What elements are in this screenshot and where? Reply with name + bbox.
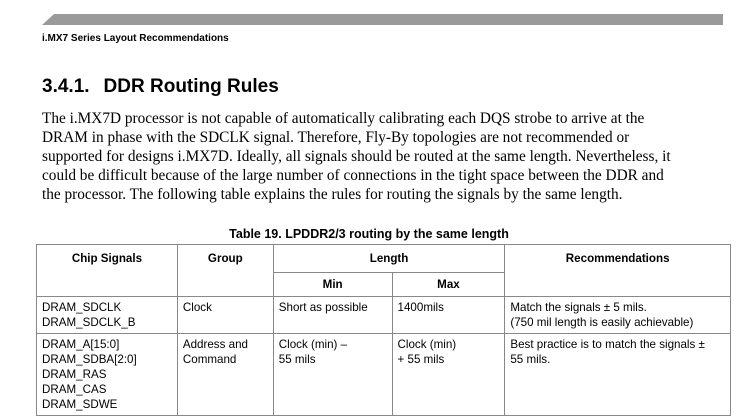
- cell-text: Clock (min): [397, 338, 457, 351]
- cell-min: [273, 297, 392, 334]
- header-bar: [42, 14, 723, 25]
- cell-max: [392, 334, 505, 416]
- cell-text: DRAM_SDBA[2:0]: [42, 353, 137, 366]
- section-heading: [42, 76, 279, 98]
- cell-text: 55 mils: [278, 353, 316, 366]
- section-title: DDR Routing Rules: [103, 76, 279, 97]
- table-caption: Table 19. LPDDR2/3 routing by the same length: [229, 227, 509, 241]
- cell-text: Clock: [182, 301, 212, 314]
- cell-text: Match the signals ± 5 mils.: [510, 301, 647, 314]
- cell-group: [177, 297, 273, 334]
- cell-text: 55 mils.: [510, 353, 551, 366]
- cell-text: + 55 mils: [397, 353, 445, 366]
- header-recommendations: Recommendations: [505, 245, 731, 297]
- header-min: Min: [273, 273, 392, 297]
- cell-text: DRAM_CAS: [42, 383, 107, 396]
- cell-text: Address and: [182, 338, 248, 351]
- cell-text: Clock (min) –: [278, 338, 348, 351]
- cell-text: 1400mils: [397, 301, 444, 314]
- header-chip-signals: Chip Signals: [37, 245, 178, 297]
- header-group: Group: [177, 245, 273, 297]
- header-max: Max: [392, 273, 505, 297]
- cell-text: DRAM_SDWE: [42, 398, 118, 411]
- running-header: i.MX7 Series Layout Recommendations: [42, 33, 229, 44]
- paragraph-line: the processor. The following table explains the rules for routing the signals by the same length.: [42, 186, 623, 203]
- paragraph-line: supported for designs i.MX7D. Ideally, all signals should be routed at the same length. Nevertheless, it: [42, 148, 671, 165]
- cell-signals: [37, 334, 178, 416]
- section-number: 3.4.1.: [42, 76, 90, 97]
- paragraph-line: The i.MX7D processor is not capable of automatically calibrating each DQS strobe to arrive at the: [42, 110, 645, 127]
- cell-text: Command: [182, 353, 237, 366]
- table-row: [37, 334, 731, 416]
- cell-text: DRAM_RAS: [42, 368, 107, 381]
- cell-min: [273, 334, 392, 416]
- cell-text: Short as possible: [278, 301, 368, 314]
- table-header-row: [37, 245, 731, 273]
- cell-text: DRAM_SDCLK_B: [42, 316, 136, 329]
- cell-rec: [505, 297, 731, 334]
- cell-text: Best practice is to match the signals ±: [510, 338, 705, 351]
- header-length: Length: [273, 245, 505, 273]
- cell-text: (750 mil length is easily achievable): [510, 316, 694, 329]
- cell-signals: [37, 297, 178, 334]
- body-paragraph: [42, 109, 671, 204]
- cell-rec: [505, 334, 731, 416]
- cell-max: [392, 297, 505, 334]
- cell-text: DRAM_SDCLK: [42, 301, 122, 314]
- paragraph-line: DRAM in phase with the SDCLK signal. Therefore, Fly-By topologies are not recommended or: [42, 129, 630, 146]
- cell-group: [177, 334, 273, 416]
- paragraph-line: could be difficult because of the large number of connections in the tight space between the DDR and: [42, 167, 664, 184]
- table-row: [37, 297, 731, 334]
- cell-text: DRAM_A[15:0]: [42, 338, 120, 351]
- routing-table: [36, 244, 731, 416]
